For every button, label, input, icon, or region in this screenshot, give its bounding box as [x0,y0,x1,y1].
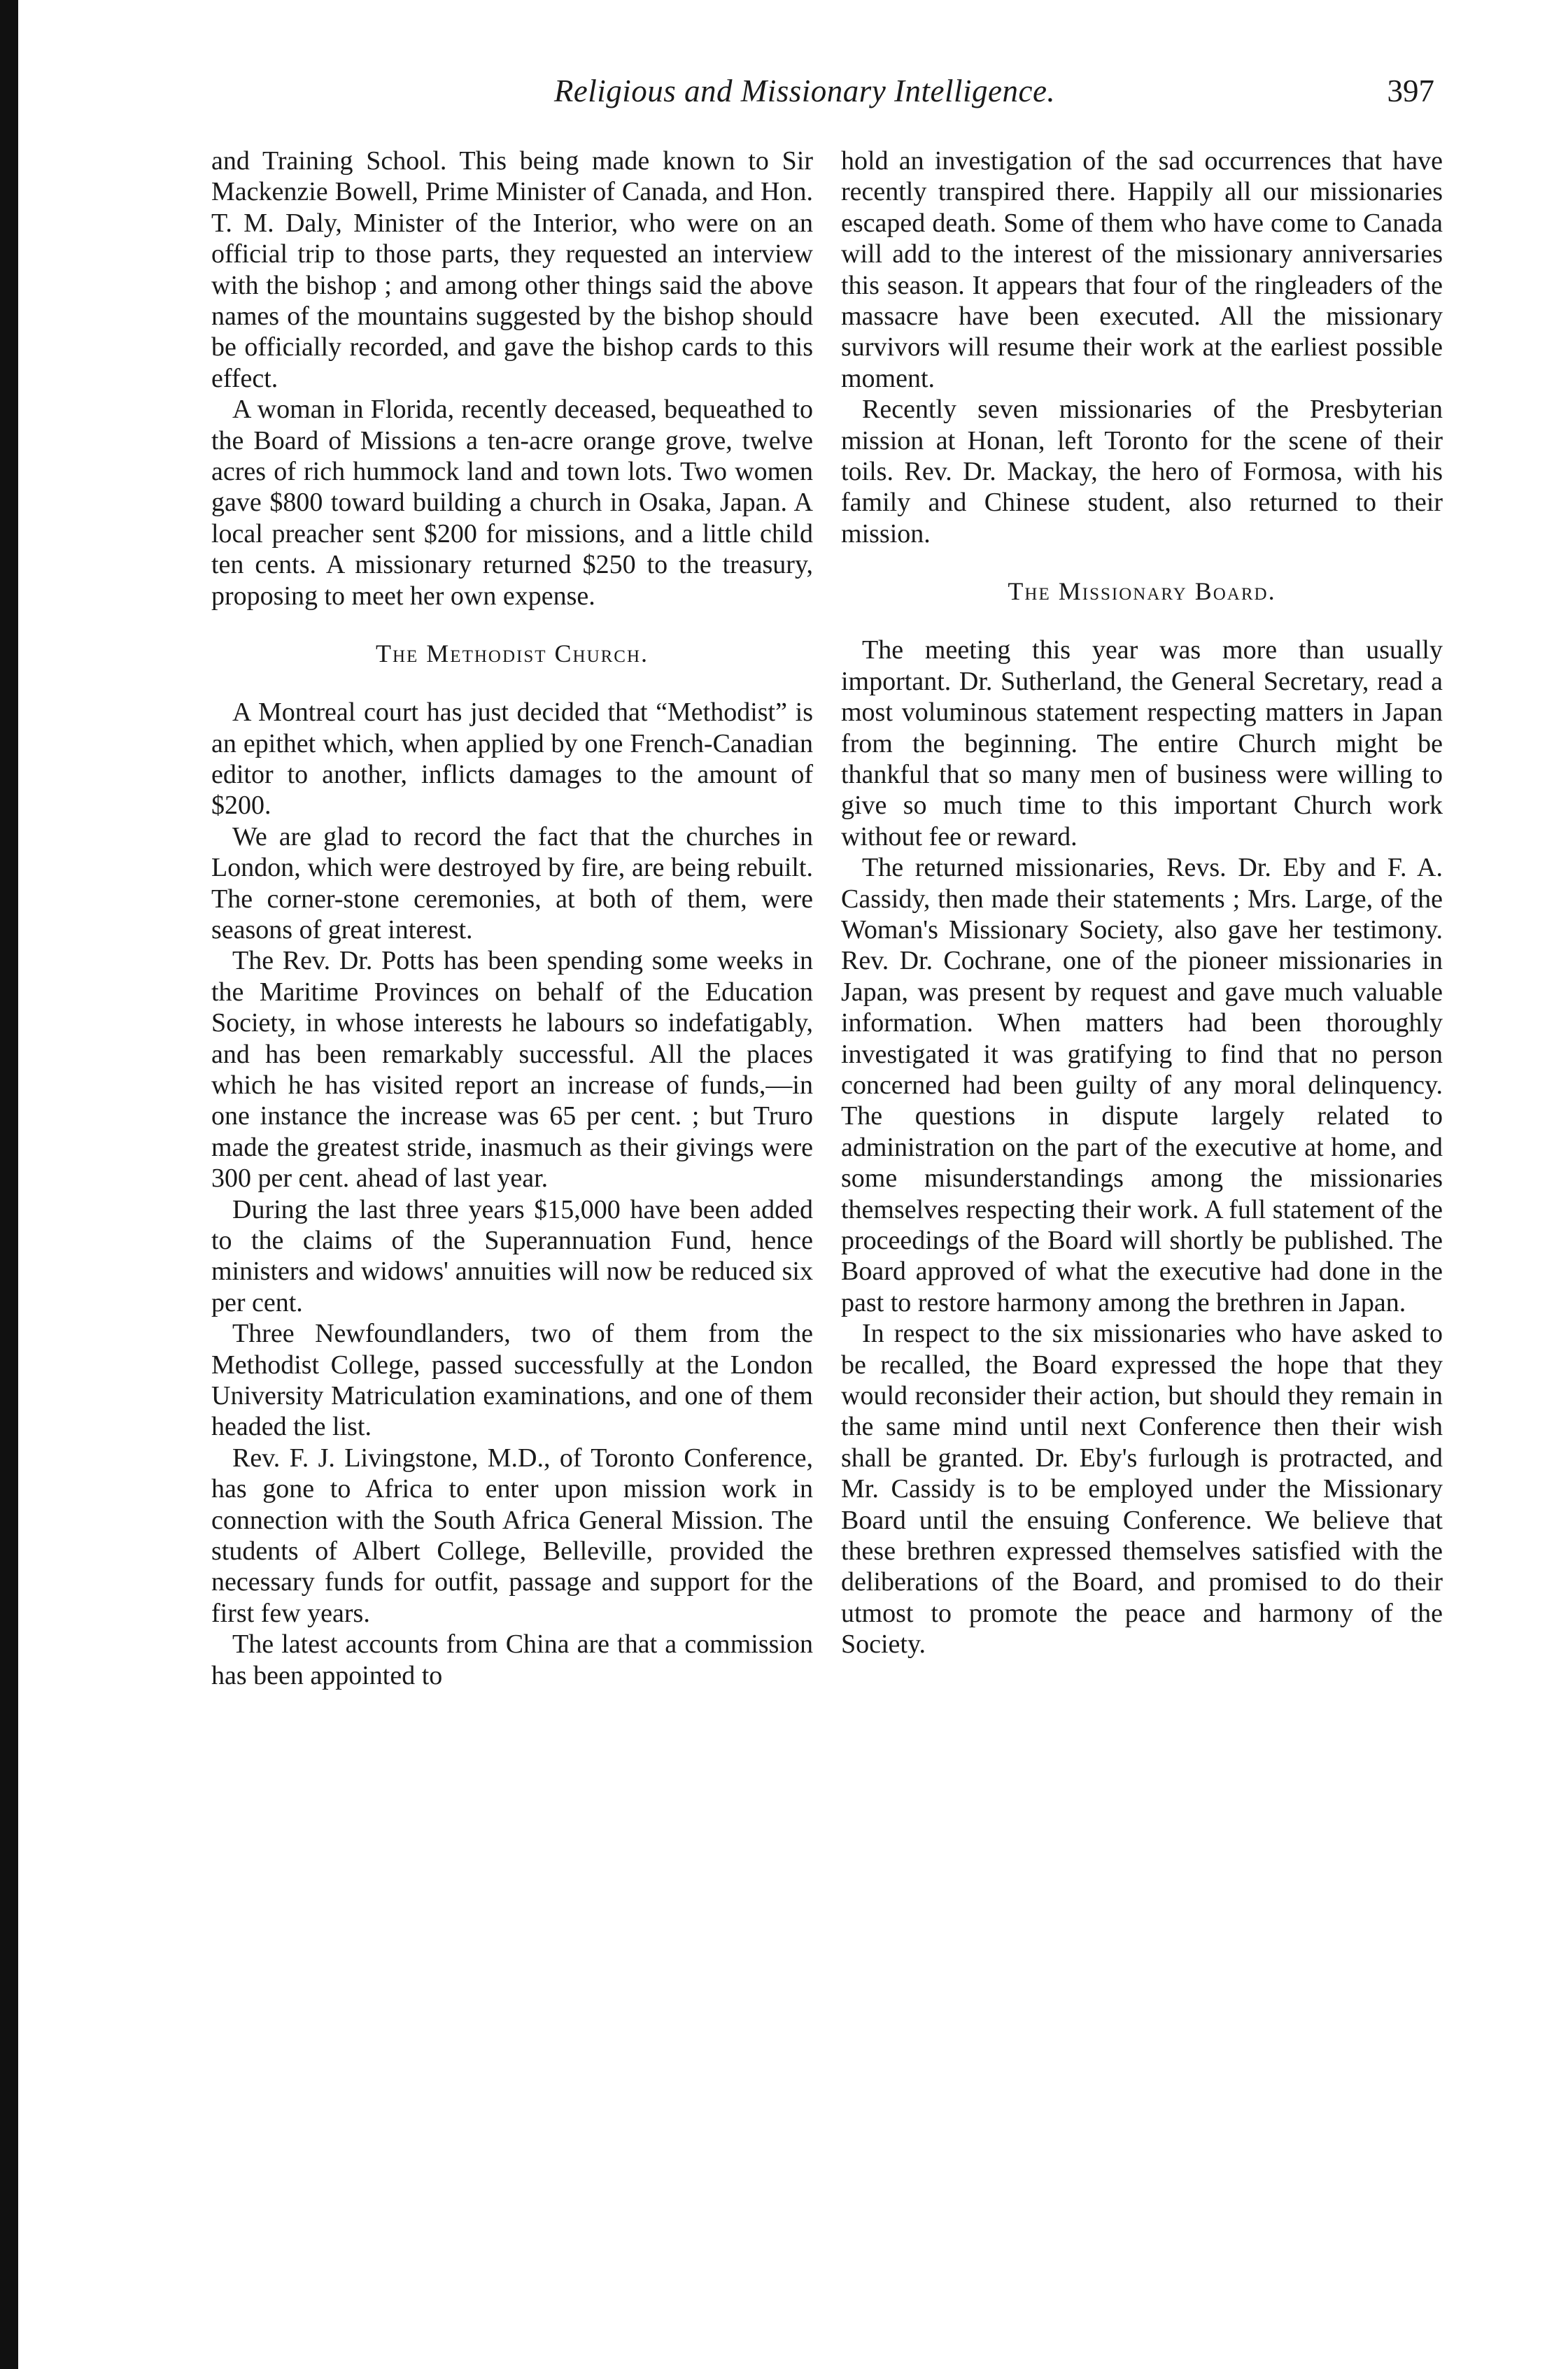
running-title: Religious and Missionary Intelligence. [553,73,1056,108]
section-heading-methodist-church: The Methodist Church. [375,639,649,668]
paragraph: In respect to the six missionaries who have asked to be recalled, the Board expressed the hope that they would reconsider their action, but should they remain in the same mind until next Conference then their wish shall be granted. Dr. Eby's furlough is protracted, and Mr. Cassidy is to be employed under the Missionary Board until the ensuing Conference. We believe that these brethren expressed themselves satisfied with the deliberations of the Board, and promised to do their utmost to promote the peace and harmony of the Society. [841,1319,1443,1660]
section-heading-missionary-board: The Missionary Board. [1008,577,1276,606]
paragraph: Three Newfoundlanders, two of them from the Methodist College, passed successfully at the London University Matriculation examinations, and one of them headed the list. [211,1319,813,1442]
paragraph: A woman in Florida, recently deceased, bequeathed to the Board of Missions a ten-acre orange grove, twelve acres of rich hummock land and town lots. Two women gave $800 toward building a church in Osaka, Japan. A local preacher sent $200 for missions, and a little child ten cents. A missionary returned $250 to the treasury, proposing to meet her own expense. [211,395,813,611]
paragraph: and Training School. This being made known to Sir Mackenzie Bowell, Prime Minister of Canada, and Hon. T. M. Daly, Minister of the Interior, who were on an official trip to those parts, they requested an interview with the bishop ; and among other things said the above names of the mountains suggested by the bishop should be officially recorded, and gave the bishop cards to this effect. [211,146,813,393]
paragraph: Rev. F. J. Livingstone, M.D., of Toronto Conference, has gone to Africa to enter upon mission work in connection with the South Africa General Mission. The students of Albert College, Belleville, provided the necessary funds for outfit, passage and support for the first few years. [211,1443,813,1628]
paragraph: The returned missionaries, Revs. Dr. Eby and F. A. Cassidy, then made their statements ; Mrs. Large, of the Woman's Missionary Society, also gave her testimony. Rev. Dr. Cochrane, one of the pioneer missionaries in Japan, was present by request and gave much valuable information. When matters had been thoroughly investigated it was gratifying to find that no person concerned had been guilty of any moral delinquency. The questions in dispute largely related to administration on the part of the executive at home, and some misunderstandings among the missionaries themselves respecting their work. A full statement of the proceedings of the Board will shortly be published. The Board approved of what the executive had done in the past to restore harmony among the brethren in Japan. [841,853,1443,1317]
paragraph: Recently seven missionaries of the Presbyterian mission at Honan, left Toronto for the scene of their toils. Rev. Dr. Mackay, the hero of Formosa, with his family and Chinese student, also returned to their mission. [841,395,1443,549]
page-number: 397 [1387,73,1434,108]
paragraph: During the last three years $15,000 have been added to the claims of the Superannuation Fund, hence ministers and widows' annuities will now be reduced six per cent. [211,1194,813,1317]
scan-edge [0,0,18,2369]
paragraph: A Montreal court has just decided that “Methodist” is an epithet which, when applied by one French-Canadian editor to another, inflicts damages to the amount of $200. [211,698,813,821]
page-header [175,66,1434,115]
paragraph: The latest accounts from China are that a commission has been appointed to [211,1629,813,1690]
paragraph: hold an investigation of the sad occurrences that have recently transpired there. Happily all our missionaries escaped death. Some of them who have come to Canada will add to the interest of the missionary anniversaries this season. It appears that four of the ringleaders of the massacre have been executed. All the missionary survivors will resume their work at the earliest possible moment. [841,146,1443,393]
paragraph: We are glad to record the fact that the churches in London, which were destroyed by fire, are being rebuilt. The corner-stone ceremonies, at both of them, were seasons of great interest. [211,821,813,945]
right-column [841,146,1443,1660]
left-column [211,146,813,1691]
paragraph: The Rev. Dr. Potts has been spending some weeks in the Maritime Provinces on behalf of the Education Society, in whose interests he labours so indefatigably, and has been remarkably successful. All the places which he has visited report an increase of funds,—in one instance the increase was 65 per cent. ; but Truro made the greatest stride, inasmuch as their givings were 300 per cent. ahead of last year. [211,946,813,1194]
paragraph: The meeting this year was more than usually important. Dr. Sutherland, the General Secretary, read a most voluminous statement respecting matters in Japan from the beginning. The entire Church might be thankful that so many men of business were willing to give so much time to this important Church work without fee or reward. [841,635,1443,851]
